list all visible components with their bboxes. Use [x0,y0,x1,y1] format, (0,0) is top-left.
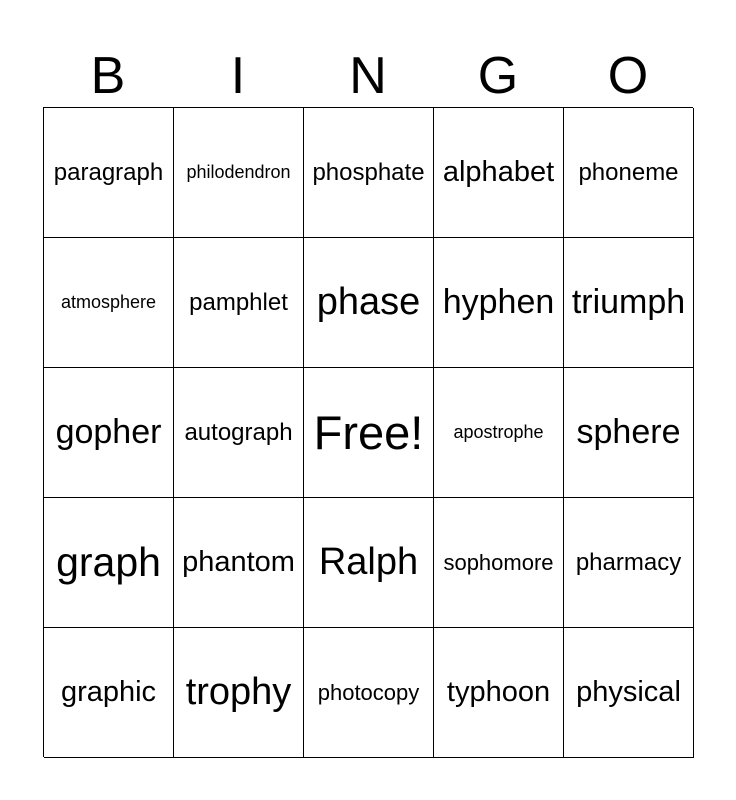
bingo-cell-r1c3: phosphate [304,108,434,238]
bingo-cell-r2c4: hyphen [434,238,564,368]
bingo-cell-r5c2: trophy [174,628,304,758]
bingo-cell-r3c5: sphere [564,368,694,498]
bingo-cell-r2c1: atmosphere [44,238,174,368]
bingo-cell-r2c2: pamphlet [174,238,304,368]
bingo-cell-r4c4: sophomore [434,498,564,628]
bingo-cell-r1c1: paragraph [44,108,174,238]
bingo-cell-r4c2: phantom [174,498,304,628]
bingo-cell-r3c4: apostrophe [434,368,564,498]
header-letter-b: B [90,47,126,105]
bingo-cell-r2c3: phase [304,238,434,368]
header-letter-o: O [607,47,649,105]
bingo-cell-free: Free! [304,368,434,498]
bingo-cell-r4c5: pharmacy [564,498,694,628]
bingo-cell-r5c1: graphic [44,628,174,758]
bingo-cell-r4c1: graph [44,498,174,628]
bingo-cell-r3c2: autograph [174,368,304,498]
bingo-cell-r1c2: philodendron [174,108,304,238]
bingo-cell-r2c5: triumph [564,238,694,368]
bingo-board [43,107,693,757]
bingo-cell-r3c1: gopher [44,368,174,498]
bingo-cell-r5c4: typhoon [434,628,564,758]
bingo-cell-r5c5: physical [564,628,694,758]
header-letter-n: N [349,47,387,105]
bingo-header [43,44,693,108]
header-letter-i: I [230,47,246,105]
bingo-cell-r1c4: alphabet [434,108,564,238]
bingo-cell-r4c3: Ralph [304,498,434,628]
bingo-cell-r1c5: phoneme [564,108,694,238]
bingo-cell-r5c3: photocopy [304,628,434,758]
header-letter-g: G [477,47,519,105]
